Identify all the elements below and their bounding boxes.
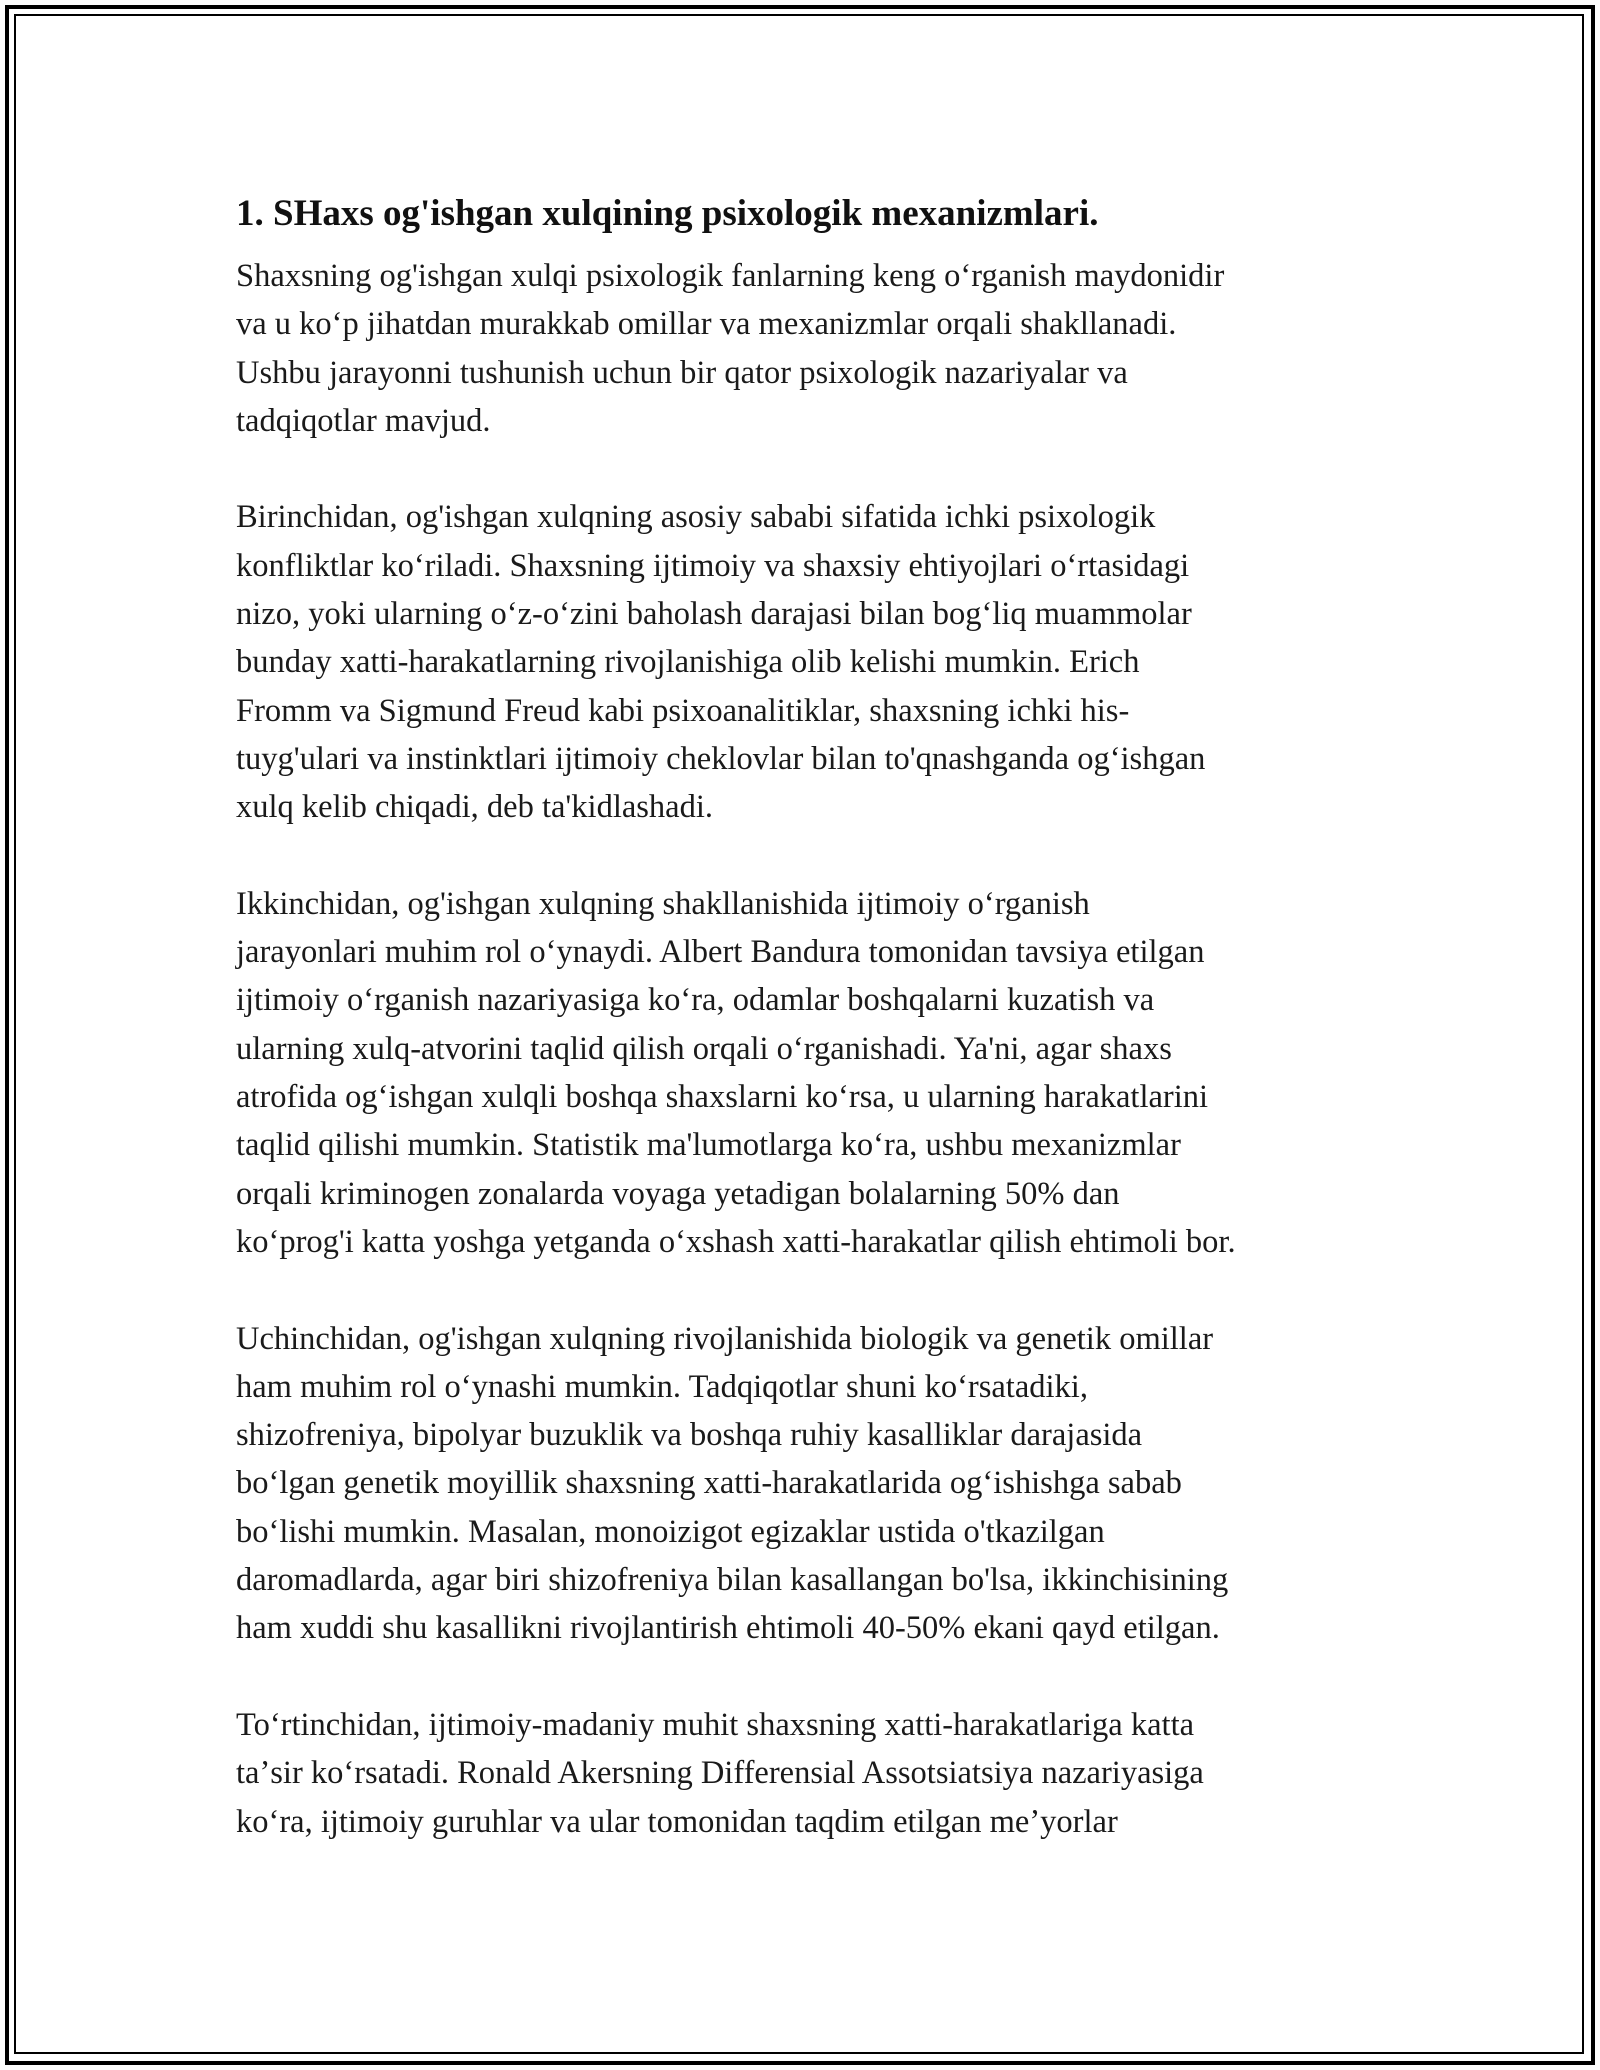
section-heading: 1. SHaxs og'ishgan xulqining psixologik mexanizmlari.: [236, 193, 1099, 234]
paragraph-fourth: Toʻrtinchidan, ijtimoiy-madaniy muhit shaxsning xatti-harakatlariga katta taʼsir koʻrsatadi. Ronald Akersning Differensial Assotsiatsiya nazariyasiga koʻra, ijtimoiy guruhlar va ular tomonidan taqdim etilgan meʼyorlar: [236, 1706, 1204, 1840]
paragraph-first: Birinchidan, og'ishgan xulqning asosiy sababi sifatida ichki psixologik konfliktlar koʻriladi. Shaxsning ijtimoiy va shaxsiy ehtiyojlari oʻrtasidagi nizo, yoki ularning oʻz-oʻzini baholash darajasi bilan bogʻliq muammolar bunday xatti-harakatlarning rivojlanishiga olib kelishi mumkin. Erich Fromm va Sigmund Freud kabi psixoanalitiklar, shaxsning ichki his- tuyg'ulari va instinktlari ijtimoiy cheklovlar bilan to'qnashganda ogʻishgan xulq kelib chiqadi, deb ta'kidlashadi.: [236, 499, 1206, 826]
document-body: [236, 186, 1386, 1894]
paragraph-intro: Shaxsning og'ishgan xulqi psixologik fanlarning keng oʻrganish maydonidir va u koʻp jihatdan murakkab omillar va mexanizmlar orqali shakllanadi. Ushbu jarayonni tushunish uchun bir qator psixologik nazariyalar va tadqiqotlar mavjud.: [236, 258, 1225, 439]
paragraph-second: Ikkinchidan, og'ishgan xulqning shakllanishida ijtimoiy oʻrganish jarayonlari muhim rol oʻynaydi. Albert Bandura tomonidan tavsiya etilgan ijtimoiy oʻrganish nazariyasiga koʻra, odamlar boshqalarni kuzatish va ularning xulq-atvorini taqlid qilish orqali oʻrganishadi. Ya'ni, agar shaxs atrofida ogʻishgan xulqli boshqa shaxslarni koʻrsa, u ularning harakatlarini taqlid qilishi mumkin. Statistik ma'lumotlarga koʻra, ushbu mexanizmlar orqali kriminogen zonalarda voyaga yetadigan bolalarning 50% dan koʻprog'i katta yoshga yetganda oʻxshash xatti-harakatlar qilish ehtimoli bor.: [236, 885, 1236, 1260]
paragraph-third: Uchinchidan, og'ishgan xulqning rivojlanishida biologik va genetik omillar ham muhim rol oʻynashi mumkin. Tadqiqotlar shuni koʻrsatadiki, shizofreniya, bipolyar buzuklik va boshqa ruhiy kasalliklar darajasida boʻlgan genetik moyillik shaxsning xatti-harakatlarida ogʻishishga sabab boʻlishi mumkin. Masalan, monoizigot egizaklar ustida o'tkazilgan daromadlarda, agar biri shizofreniya bilan kasallangan bo'lsa, ikkinchisining ham xuddi shu kasallikni rivojlantirish ehtimoli 40-50% ekani qayd etilgan.: [236, 1320, 1229, 1647]
